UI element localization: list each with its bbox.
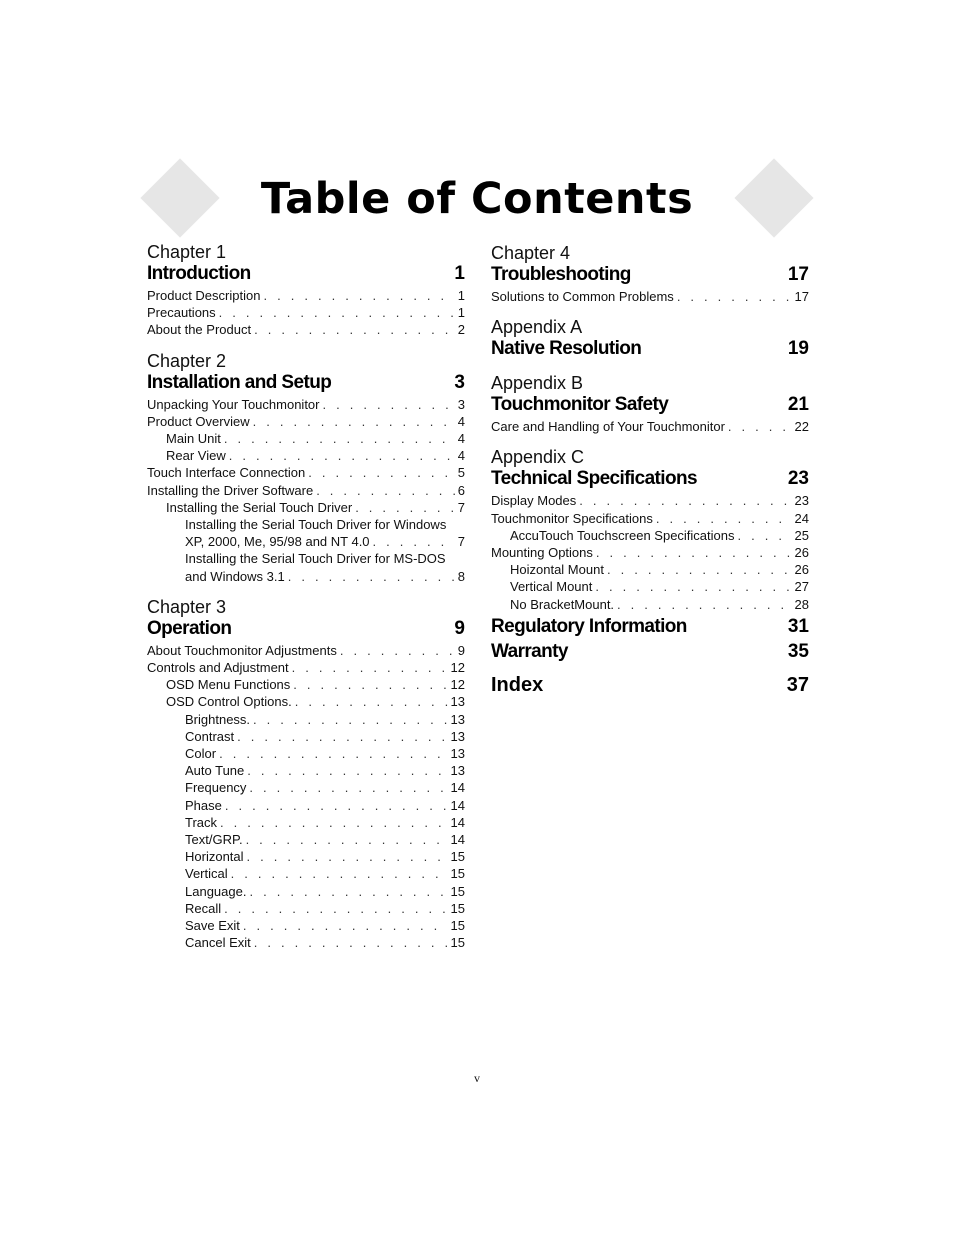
leader-dots [596,544,792,561]
toc-entry[interactable]: Color . . . 13 [147,745,465,762]
toc-appendix-c [491,447,809,612]
toc-entry[interactable]: Precautions . . . 1 [147,304,465,321]
toc-entry[interactable]: Vertical . . . 15 [147,865,465,882]
toc-appendix-a [491,317,809,361]
toc-entry[interactable]: Frequency . . . 14 [147,779,465,796]
leader-dots [340,642,455,659]
toc-entry[interactable]: Recall . . . 15 [147,900,465,917]
chapter-page: 9 [454,617,465,639]
leader-dots [677,288,792,305]
leader-dots [237,728,447,745]
toc-entry[interactable]: XP, 2000, Me, 95/98 and NT 4.0 . . . 7 [147,533,465,550]
toc-entry[interactable]: Language. . . . 15 [147,883,465,900]
toc-entry[interactable]: Touchmonitor Specifications . . . 24 [491,510,809,527]
chapter-heading[interactable] [147,371,465,395]
leader-dots [224,900,447,917]
leader-dots [220,814,448,831]
leader-dots [231,865,448,882]
chapter-label: Chapter 3 [147,596,227,617]
leader-dots [225,797,448,814]
appendix-label: Appendix B [491,373,584,394]
leader-dots [323,396,455,413]
toc-entry[interactable]: Vertical Mount . . . 27 [491,578,809,595]
chapter-title: Installation and Setup [147,371,332,393]
chapter-title: Introduction [147,263,251,284]
toc-entry[interactable]: Brightness. . . . 13 [147,711,465,728]
leader-dots [263,287,454,304]
toc-entry[interactable]: Contrast . . . 13 [147,728,465,745]
toc-entry[interactable]: About the Product . . . 2 [147,321,465,338]
toc-entry[interactable]: About Touchmonitor Adjustments . . . 9 [147,642,465,659]
warranty-heading[interactable] [491,640,809,664]
leader-dots [728,418,792,435]
toc-entry[interactable]: Horizontal . . . 15 [147,848,465,865]
leader-dots [295,693,448,710]
toc-appendix-b [491,373,809,435]
toc-entry[interactable]: Care and Handling of Your Touchmonitor . . . 22 [491,418,809,435]
chapter-label: Chapter 2 [147,350,227,371]
toc-entry[interactable]: and Windows 3.1 . . . 8 [147,568,465,585]
section-page: 31 [787,615,809,637]
leader-dots [249,779,447,796]
leader-dots [316,482,455,499]
leader-dots [308,464,454,481]
chapter-title: Operation [147,617,232,639]
leader-dots [656,510,792,527]
toc-entry[interactable]: Cancel Exit . . . 15 [147,934,465,951]
leader-dots [224,430,455,447]
chapter-label: Chapter 1 [147,242,227,262]
leader-dots [254,321,455,338]
appendix-title: Native Resolution [491,338,642,360]
section-page: 37 [786,673,809,696]
leader-dots [246,831,448,848]
chapter-heading[interactable] [147,617,465,641]
appendix-heading[interactable] [491,393,809,417]
toc-entry[interactable]: Display Modes . . . 23 [491,492,809,509]
title-banner [140,158,814,240]
toc-entry[interactable]: Solutions to Common Problems . . . 17 [491,288,809,305]
leader-dots [738,527,792,544]
toc-entry[interactable]: Text/GRP. . . . 14 [147,831,465,848]
leader-dots [253,711,447,728]
chapter-page: 3 [454,371,465,393]
leader-dots [219,745,447,762]
leader-dots [247,762,447,779]
leader-dots [617,596,791,613]
leader-dots [229,447,455,464]
leader-dots [607,561,792,578]
appendix-heading[interactable] [491,337,809,361]
toc-entry[interactable]: OSD Menu Functions . . . 12 [147,676,465,693]
toc-chapter-2 [147,351,465,585]
toc-chapter-3 [147,597,465,952]
toc-entry[interactable]: Installing the Serial Touch Driver . . . 7 [147,499,465,516]
leader-dots [373,533,455,550]
section-title: Regulatory Information [491,615,687,637]
leader-dots [579,492,791,509]
chapter-label: Chapter 4 [491,243,571,263]
chapter-page: 1 [454,263,465,284]
toc-entry[interactable]: No BracketMount. . . . 28 [491,596,809,613]
toc-entry-line1[interactable]: Installing the Serial Touch Driver for MS-DOS [185,551,446,567]
leader-dots [355,499,455,516]
toc-entry[interactable]: Save Exit . . . 15 [147,917,465,934]
toc-chapter-1 [147,242,465,339]
section-page: 35 [787,640,809,662]
toc-entry[interactable]: AccuTouch Touchscreen Specifications . . . 25 [491,527,809,544]
toc-entry[interactable]: Product Description . . . 1 [147,287,465,304]
leader-dots [254,934,448,951]
leader-dots [253,413,455,430]
leader-dots [219,304,455,321]
toc-entry-line1[interactable]: Installing the Serial Touch Driver for Windows [185,517,447,533]
leader-dots [249,883,447,900]
regulatory-heading[interactable] [491,615,809,639]
toc-entry[interactable]: OSD Control Options. . . . 13 [147,693,465,710]
appendix-label: Appendix C [491,447,585,468]
page-title: Table of Contents [260,174,694,224]
toc-entry[interactable]: Unpacking Your Touchmonitor . . . 3 [147,396,465,413]
appendix-page: 21 [787,394,809,416]
toc-entry[interactable]: Phase . . . 14 [147,797,465,814]
leader-dots [247,848,448,865]
chapter-page: 17 [787,264,809,285]
toc-entry[interactable]: Track . . . 14 [147,814,465,831]
toc-entry[interactable]: Installing the Driver Software . . . 6 [147,482,465,499]
leader-dots [243,917,448,934]
toc-entry[interactable]: Main Unit . . . 4 [147,430,465,447]
toc-entry[interactable]: Hoizontal Mount . . . 26 [491,561,809,578]
toc-left-column [147,242,465,964]
chapter-heading[interactable] [491,263,809,287]
section-title: Index [491,673,544,696]
appendix-title: Touchmonitor Safety [491,394,669,416]
page-number: v [474,1071,480,1085]
toc-entry[interactable]: Controls and Adjustment . . . 12 [147,659,465,676]
appendix-page: 19 [787,338,809,360]
toc-chapter-4 [491,243,809,305]
appendix-heading[interactable] [491,467,809,491]
chapter-title: Troubleshooting [491,264,631,285]
leader-dots [595,578,791,595]
appendix-label: Appendix A [491,317,583,338]
toc-entry[interactable]: Rear View . . . 4 [147,447,465,464]
toc-entry[interactable]: Auto Tune . . . 13 [147,762,465,779]
leader-dots [292,659,448,676]
appendix-title: Technical Specifications [491,468,697,490]
toc-right-column [491,243,809,699]
index-heading[interactable] [491,672,809,698]
appendix-page: 23 [787,468,809,490]
leader-dots [293,676,447,693]
toc-entry[interactable]: Mounting Options . . . 26 [491,544,809,561]
section-title: Warranty [491,640,568,662]
toc-entry[interactable]: Product Overview . . . 4 [147,413,465,430]
chapter-heading[interactable] [147,262,465,286]
leader-dots [288,568,455,585]
toc-entry[interactable]: Touch Interface Connection . . . 5 [147,464,465,481]
